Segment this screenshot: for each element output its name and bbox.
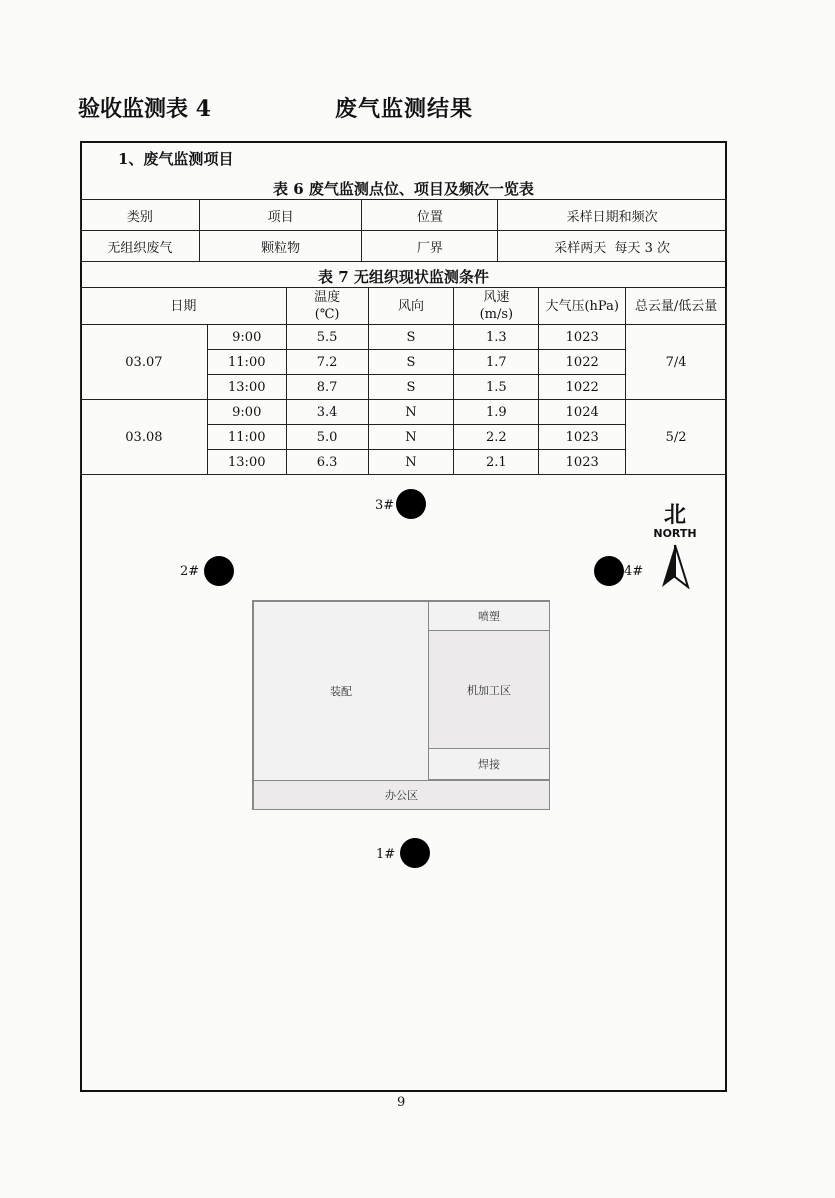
zone-label: 焊接 xyxy=(478,758,500,771)
wind-speed-cell: 1.7 xyxy=(454,350,539,375)
table-row xyxy=(81,231,727,262)
date-cell: 03.08 xyxy=(81,400,208,475)
section-title: 1、废气监测项目 xyxy=(118,150,234,168)
monitoring-point-2 xyxy=(204,556,234,586)
monitoring-point-1 xyxy=(400,838,430,868)
form-label: 验收监测表 4 xyxy=(78,96,211,122)
wind-speed-label: 风速 xyxy=(483,290,510,305)
table-header-cell: 风向 xyxy=(368,288,454,325)
cloud-cell: 5/2 xyxy=(626,400,727,475)
wind-dir-cell: N xyxy=(368,450,454,475)
page-number: 9 xyxy=(397,1095,406,1110)
pressure-cell: 1022 xyxy=(539,350,626,375)
wind-speed-cell: 2.2 xyxy=(454,425,539,450)
wind-speed-unit: (m/s) xyxy=(479,307,514,322)
wind-dir-cell: N xyxy=(368,400,454,425)
zone-machining xyxy=(428,630,550,749)
temp-label: 温度 xyxy=(314,290,341,305)
table-cell: 采样两天 每天 3 次 xyxy=(498,231,727,262)
site-plan xyxy=(252,600,550,810)
temp-cell: 6.3 xyxy=(286,450,368,475)
wind-dir-cell: S xyxy=(368,325,454,350)
point-label-1: 1# xyxy=(376,847,396,862)
point-label-4: 4# xyxy=(624,564,644,579)
pressure-cell: 1023 xyxy=(539,450,626,475)
temp-unit: (℃) xyxy=(314,307,340,322)
wind-speed-cell: 1.9 xyxy=(454,400,539,425)
temp-cell: 8.7 xyxy=(286,375,368,400)
table-cell: 无组织废气 xyxy=(81,231,200,262)
table-header-row xyxy=(81,200,727,231)
zone-label: 喷塑 xyxy=(478,610,500,623)
wind-speed-cell: 2.1 xyxy=(454,450,539,475)
pressure-cell: 1024 xyxy=(539,400,626,425)
monitoring-point-4 xyxy=(594,556,624,586)
temp-cell: 5.0 xyxy=(286,425,368,450)
pressure-cell: 1023 xyxy=(539,425,626,450)
zone-label: 机加工区 xyxy=(467,683,511,697)
table-row xyxy=(81,325,727,350)
table-row xyxy=(81,400,727,425)
date-cell: 03.07 xyxy=(81,325,208,400)
table-header-cell xyxy=(454,288,539,325)
north-arrow-icon xyxy=(659,543,691,589)
time-cell: 13:00 xyxy=(207,450,286,475)
point-label-3: 3# xyxy=(375,498,395,513)
wind-speed-cell: 1.3 xyxy=(454,325,539,350)
cloud-cell: 7/4 xyxy=(626,325,727,400)
wind-dir-cell: N xyxy=(368,425,454,450)
temp-cell: 5.5 xyxy=(286,325,368,350)
table-header-cell: 大气压(hPa) xyxy=(539,288,626,325)
zone-label: 装配 xyxy=(330,685,352,698)
zone-spray xyxy=(428,601,550,631)
time-cell: 11:00 xyxy=(207,350,286,375)
table-header-cell: 总云量/低云量 xyxy=(626,288,727,325)
time-cell: 11:00 xyxy=(207,425,286,450)
table-header-row xyxy=(81,288,727,325)
temp-cell: 3.4 xyxy=(286,400,368,425)
page-title: 废气监测结果 xyxy=(335,96,474,122)
zone-welding xyxy=(428,748,550,780)
zone-assembly xyxy=(253,601,429,781)
table-header-cell: 项目 xyxy=(199,200,362,231)
temp-cell: 7.2 xyxy=(286,350,368,375)
pressure-cell: 1023 xyxy=(539,325,626,350)
wind-speed-cell: 1.5 xyxy=(454,375,539,400)
table6 xyxy=(80,199,727,262)
time-cell: 13:00 xyxy=(207,375,286,400)
table7 xyxy=(80,287,727,475)
north-en-label: NORTH xyxy=(653,527,697,540)
zone-office xyxy=(253,780,550,810)
table7-caption: 表 7 无组织现状监测条件 xyxy=(318,268,489,286)
north-indicator xyxy=(645,505,705,589)
table-cell: 颗粒物 xyxy=(199,231,362,262)
point-label-2: 2# xyxy=(180,564,200,579)
table6-caption: 表 6 废气监测点位、项目及频次一览表 xyxy=(273,180,534,198)
wind-dir-cell: S xyxy=(368,375,454,400)
table-header-cell xyxy=(286,288,368,325)
zone-label: 办公区 xyxy=(385,789,418,802)
table-header-cell: 日期 xyxy=(81,288,287,325)
table-cell: 厂界 xyxy=(362,231,498,262)
pressure-cell: 1022 xyxy=(539,375,626,400)
table-header-cell: 位置 xyxy=(362,200,498,231)
table-header-cell: 采样日期和频次 xyxy=(498,200,727,231)
north-cn-label: 北 xyxy=(663,503,686,528)
time-cell: 9:00 xyxy=(207,400,286,425)
time-cell: 9:00 xyxy=(207,325,286,350)
wind-dir-cell: S xyxy=(368,350,454,375)
monitoring-point-3 xyxy=(396,489,426,519)
table-header-cell: 类别 xyxy=(81,200,200,231)
